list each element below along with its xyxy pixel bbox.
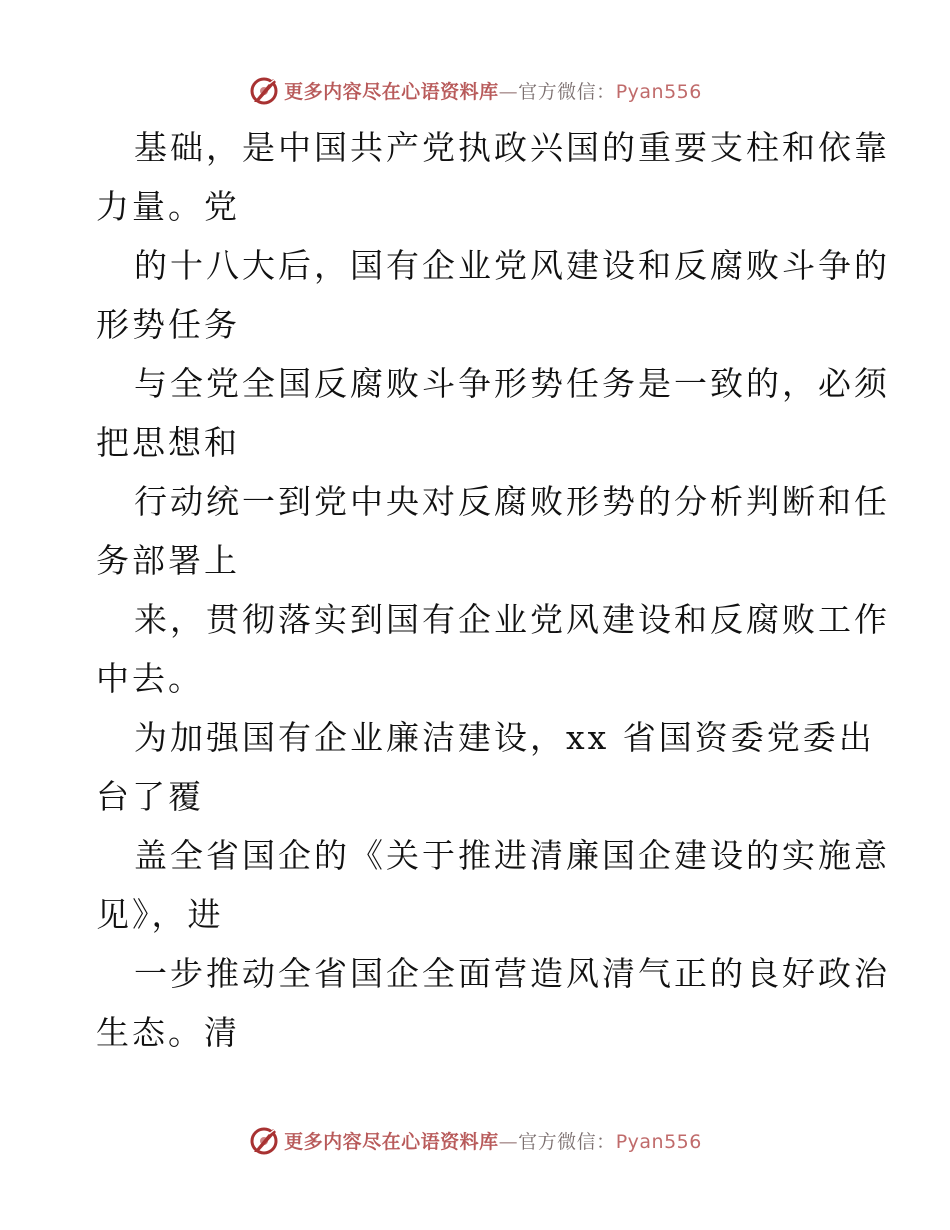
body-line: 中去。 — [96, 659, 204, 698]
body-line: 务部署上 — [96, 541, 240, 580]
body-line: 来，贯彻落实到国有企业党风建设和反腐败工作 — [134, 600, 890, 639]
body-line: 一步推动全省国企全面营造风清气正的良好政治 — [134, 954, 890, 993]
quill-circle-logo-icon — [248, 74, 280, 106]
body-line: 的十八大后，国有企业党风建设和反腐败斗争的 — [134, 246, 890, 285]
body-line: 把思想和 — [96, 423, 240, 462]
footer-banner-dash: — — [498, 1130, 519, 1153]
footer-banner-id: Pyan556 — [615, 1130, 702, 1153]
footer-banner-label: 官方微信： — [518, 1130, 616, 1153]
body-line: 盖全省国企的《关于推进清廉国企建设的实施意 — [134, 836, 890, 875]
header-banner-id: Pyan556 — [615, 80, 702, 103]
body-line: 力量。党 — [96, 187, 240, 226]
header-banner-dash: — — [498, 80, 519, 103]
header-banner-text — [284, 77, 702, 104]
body-line: 为加强国有企业廉洁建设，xx 省国资委党委出 — [134, 718, 875, 757]
body-line: 与全党全国反腐败斗争形势任务是一致的，必须 — [134, 364, 890, 403]
footer-banner-text — [284, 1127, 702, 1154]
document-body — [96, 118, 890, 1062]
header-banner-main: 更多内容尽在心语资料库 — [284, 80, 499, 103]
body-line: 行动统一到党中央对反腐败形势的分析判断和任 — [134, 482, 890, 521]
quill-circle-logo-icon — [248, 1124, 280, 1156]
body-line: 台了覆 — [96, 777, 204, 816]
body-line: 基础，是中国共产党执政兴国的重要支柱和依靠 — [134, 128, 890, 167]
header-banner-label: 官方微信： — [518, 80, 616, 103]
body-line: 形势任务 — [96, 305, 240, 344]
footer-banner-main: 更多内容尽在心语资料库 — [284, 1130, 499, 1153]
header-banner — [0, 70, 950, 110]
body-line: 生态。清 — [96, 1013, 240, 1052]
footer-banner — [0, 1120, 950, 1160]
body-line: 见》，进 — [96, 895, 224, 934]
